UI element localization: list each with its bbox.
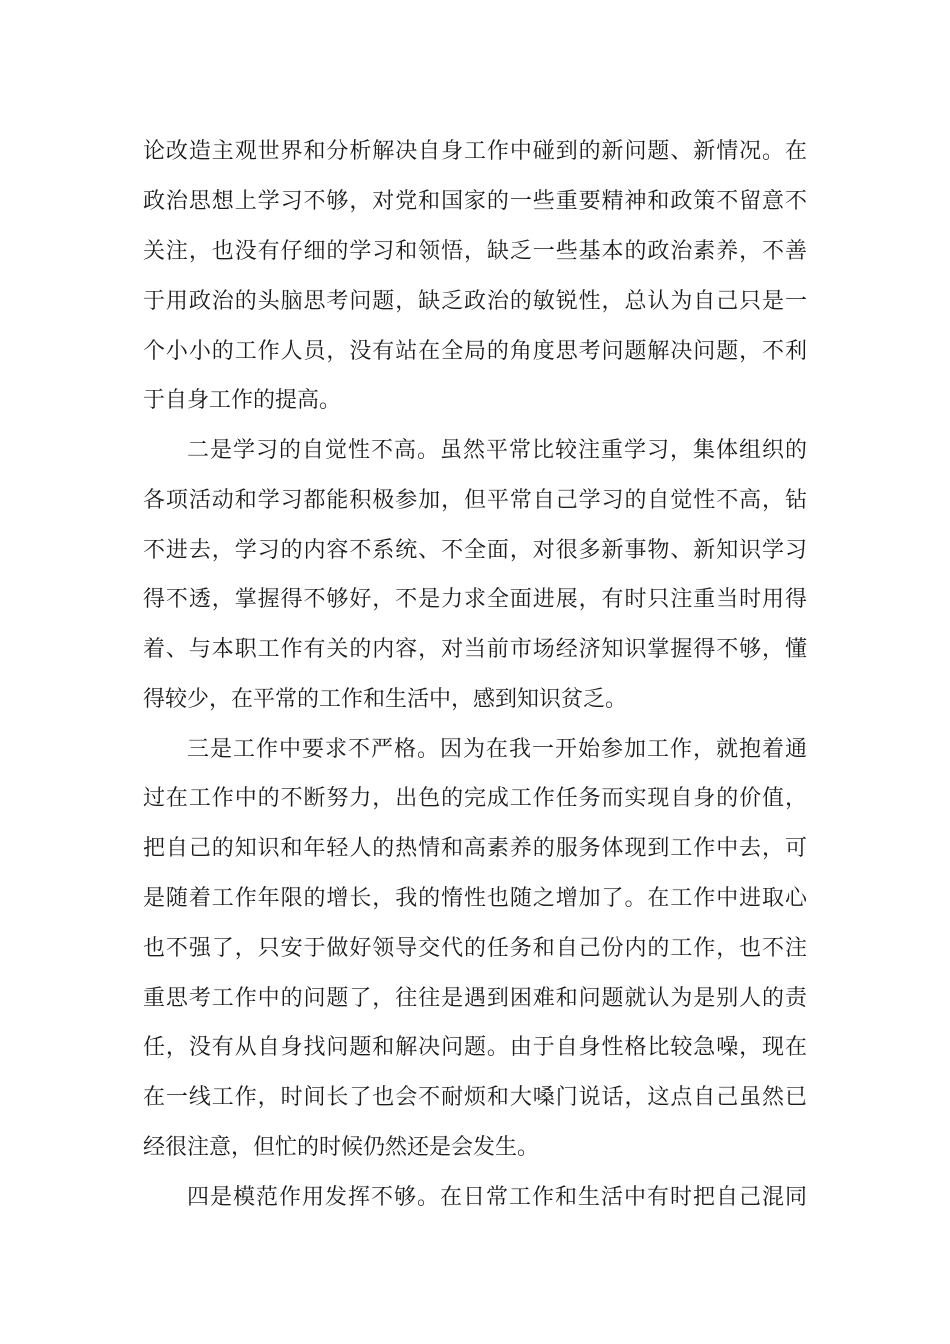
text-line: 任，没有从自身找问题和解决问题。由于自身性格比较急噪，现在 [143, 1035, 807, 1060]
paragraph-first-line: 三是工作中要求不严格。因为在我一开始参加工作，就抱着通 [187, 737, 807, 762]
text-line: 得不透，掌握得不够好，不是力求全面进展，有时只注重当时用得 [143, 587, 807, 612]
text-line: 关注，也没有仔细的学习和领悟，缺乏一些基本的政治素养，不善 [143, 239, 807, 264]
text-line: 各项活动和学习都能积极参加，但平常自己学习的自觉性不高，钻 [143, 488, 807, 513]
text-line: 个小小的工作人员，没有站在全局的角度思考问题解决问题，不利 [143, 339, 807, 364]
text-line: 把自己的知识和年轻人的热情和高素养的服务体现到工作中去，可 [143, 836, 807, 861]
text-line: 经很注意，但忙的时候仍然还是会发生。 [143, 1135, 540, 1160]
text-line: 得较少，在平常的工作和生活中，感到知识贫乏。 [143, 687, 628, 712]
text-line: 重思考工作中的问题了，往往是遇到困难和问题就认为是别人的责 [143, 986, 807, 1011]
paragraph-first-line: 四是模范作用发挥不够。在日常工作和生活中有时把自己混同 [187, 1185, 807, 1210]
text-line: 在一线工作，时间长了也会不耐烦和大嗓门说话，这点自己虽然已 [143, 1085, 807, 1110]
text-line: 政治思想上学习不够，对党和国家的一些重要精神和政策不留意不 [143, 189, 807, 214]
text-line: 过在工作中的不断努力，出色的完成工作任务而实现自身的价值， [143, 786, 807, 811]
text-line: 于自身工作的提高。 [143, 388, 342, 413]
paragraph-first-line: 二是学习的自觉性不高。虽然平常比较注重学习，集体组织的 [187, 438, 807, 463]
text-line: 于用政治的头脑思考问题，缺乏政治的敏锐性，总认为自己只是一 [143, 289, 807, 314]
text-line: 着、与本职工作有关的内容，对当前市场经济知识掌握得不够，懂 [143, 637, 807, 662]
text-line: 也不强了，只安于做好领导交代的任务和自己份内的工作，也不注 [143, 936, 807, 961]
text-line: 是随着工作年限的增长，我的惰性也随之增加了。在工作中进取心 [143, 886, 807, 911]
text-line: 论改造主观世界和分析解决自身工作中碰到的新问题、新情况。在 [143, 139, 807, 164]
text-line: 不进去，学习的内容不系统、不全面，对很多新事物、新知识学习 [143, 538, 807, 563]
